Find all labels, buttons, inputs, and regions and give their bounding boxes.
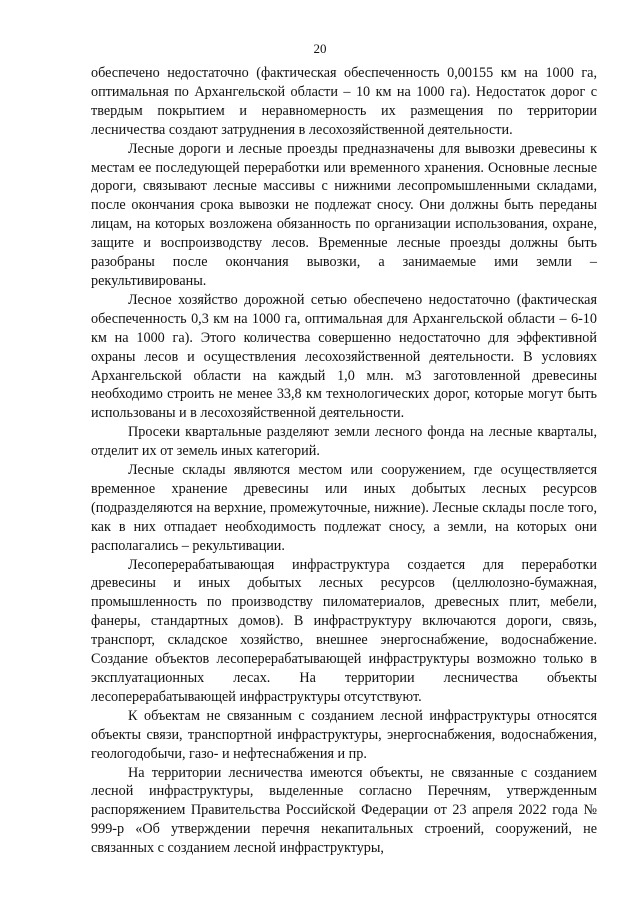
paragraph-processing-infrastructure: Лесоперерабатывающая инфраструктура создается для переработки древесины и иных добытых лесных ресурсов (целлюлозно-бумажная, промышленность по производству пиломатериалов, древесных плит, мебели, фанеры, стандартных домов). В инфраструктуру включаются дороги, связь, транспорт, складское хозяйство, внешнее энергоснабжение, водоснабжение. Создание объектов лесоперерабатывающей инфраструктуры возможно только в эксплуатационных лесах. На территории лесничества объекты лесоперерабатывающей инфраструктуры отсутствуют. (91, 556, 597, 705)
paragraph-road-network: Лесное хозяйство дорожной сетью обеспечено недостаточно (фактическая обеспеченность 0,3 км на 1000 га, оптимальная для Архангельской области – 6-10 км на 1000 га). Этого количества совершенно недостаточно для эффективной охраны лесов и осуществления лесохозяйственной деятельности. В условиях Архангельской области на каждый 1,0 млн. м3 заготовленной древесины необходимо строить не менее 33,8 км технологических дорог, которые могут быть использованы и в лесохозяйственной деятельности. (91, 291, 597, 422)
page-number: 20 (313, 41, 327, 56)
body-text (91, 64, 597, 858)
paragraph-government-list: На территории лесничества имеются объекты, не связанные с созданием лесной инфраструктуры, выделенные согласно Перечням, утвержденным распоряжением Правительства Российской Федерации от 23 апреля 2022 года № 999-р «Об утверждении перечня некапитальных строений, сооружений, не связанных с созданием лесной инфраструктуры, (91, 764, 597, 857)
paragraph-continuation: обеспечено недостаточно (фактическая обеспеченность 0,00155 км на 1000 га, оптимальная по Архангельской области – 10 км на 1000 га). Недостаток дорог с твердым покрытием и неравномерность их размещения по территории лесничества создают затруднения в лесохозяйственной деятельности. (91, 65, 597, 138)
paragraph-forest-roads: Лесные дороги и лесные проезды предназначены для вывозки древесины к местам ее последующей переработки или временного хранения. Основные лесные дороги, связывают лесные массивы с нижними лесопромышленными складами, после окончания срока вывозки не подлежат сносу. Они должны быть переданы лицам, на которых возложена обязанность по организации использования, охране, защите и воспроизводству лесов. Временные лесные проезды должны быть разобраны после окончания вывозки, а занимаемые ими земли – рекультивированы. (91, 140, 597, 289)
paragraph-quarter-clearings: Просеки квартальные разделяют земли лесного фонда на лесные кварталы, отделит их от земель иных категорий. (91, 424, 597, 460)
paragraph-non-forest-objects: К объектам не связанным с созданием лесной инфраструктуры относятся объекты связи, транспортной инфраструктуры, энергоснабжения, водоснабжения, геологодобычи, газо- и нефтеснабжения и пр. (91, 707, 597, 762)
paragraph-forest-warehouses: Лесные склады являются местом или сооружением, где осуществляется временное хранение древесины или иных добытых лесных ресурсов (подразделяются на верхние, промежуточные, нижние). Лесные склады после того, как в них отпадает необходимость подлежат сносу, а земли, на которых они располагались – рекультивации. (91, 462, 597, 554)
